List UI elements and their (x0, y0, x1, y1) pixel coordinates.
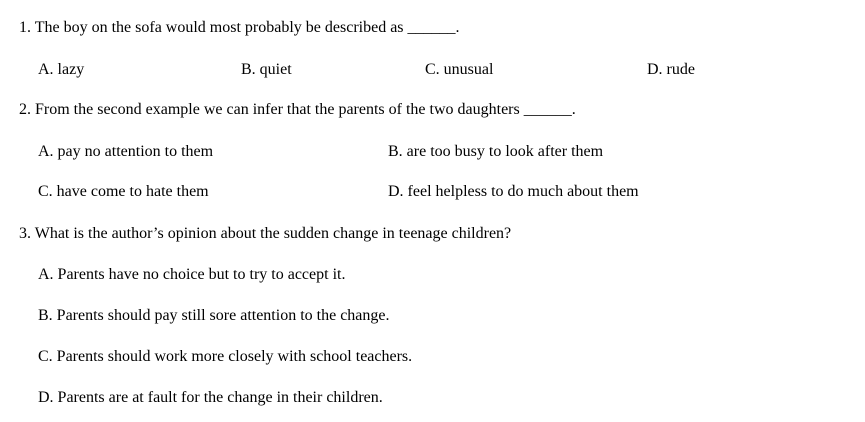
question-2-option-d: D. feel helpless to do much about them (388, 183, 639, 200)
question-3-option-a: A. Parents have no choice but to try to accept it. (38, 266, 346, 283)
question-1-option-a: A. lazy (38, 61, 85, 78)
question-1-option-c: C. unusual (425, 61, 494, 78)
question-3-stem: 3. What is the author’s opinion about the sudden change in teenage children? (19, 225, 512, 242)
question-2-option-c: C. have come to hate them (38, 183, 209, 200)
question-3-option-b: B. Parents should pay still sore attention to the change. (38, 307, 390, 324)
question-2-stem: 2. From the second example we can infer that the parents of the two daughters ______. (19, 101, 576, 118)
question-3-option-d: D. Parents are at fault for the change in their children. (38, 389, 383, 406)
question-1-stem: 1. The boy on the sofa would most probably be described as ______. (19, 19, 460, 36)
question-1-option-b: B. quiet (241, 61, 292, 78)
question-3-option-c: C. Parents should work more closely with school teachers. (38, 348, 413, 365)
question-2-option-b: B. are too busy to look after them (388, 143, 604, 160)
question-2-option-a: A. pay no attention to them (38, 143, 214, 160)
question-1-option-d: D. rude (647, 61, 695, 78)
